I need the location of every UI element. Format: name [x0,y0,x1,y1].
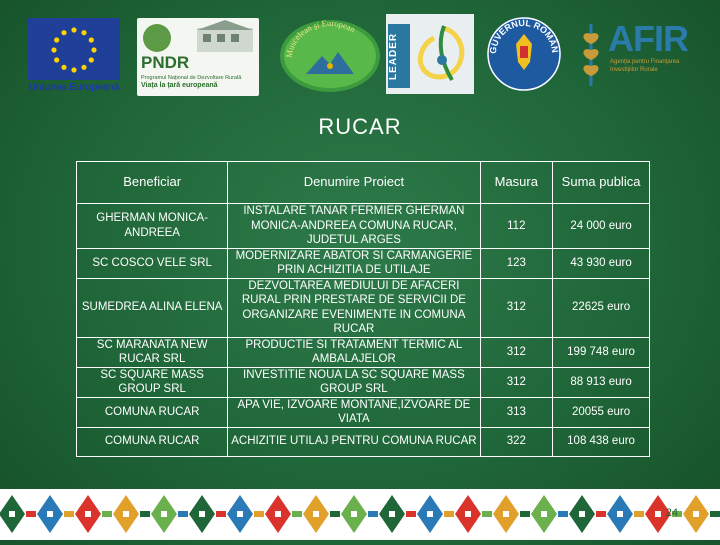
motif-center [541,511,547,517]
motif-center [465,511,471,517]
table-row [77,278,650,337]
logo-bar [0,0,720,100]
cell-suma: 24 000 euro [553,204,650,249]
header-suma-publica: Suma publica [553,162,650,204]
table-row [77,248,650,278]
motif-center [47,511,53,517]
motif-link [330,511,340,517]
folk-motif-border [0,489,720,540]
table-row [77,337,650,367]
cell-beneficiar: COMUNA RUCAR [77,397,228,427]
folk-motif-pattern [0,489,720,540]
cell-suma: 43 930 euro [553,248,650,278]
header-denumire-proiect: Denumire Proiect [228,162,480,204]
projects-table [76,161,650,457]
motif-center [579,511,585,517]
cell-beneficiar: SUMEDREA ALINA ELENA [77,278,228,337]
table-row [77,397,650,427]
cell-masura: 313 [480,397,553,427]
cell-beneficiar: SC COSCO VELE SRL [77,248,228,278]
motif-center [427,511,433,517]
cell-beneficiar: SC MARANATA NEW RUCAR SRL [77,337,228,367]
motif-link [558,511,568,517]
cell-suma: 20055 euro [553,397,650,427]
motif-link [634,511,644,517]
cell-masura: 112 [480,204,553,249]
cell-suma: 199 748 euro [553,337,650,367]
cell-proiect: DEZVOLTAREA MEDIULUI DE AFACERI RURAL PRIN PRESTARE DE SERVICII DE ORGANIZARE EVENIMENTE IN COMUNA RUCAR [228,278,480,337]
motif-center [85,511,91,517]
pndr-title: PNDR [141,53,190,72]
motif-link [292,511,302,517]
cell-suma: 22625 euro [553,278,650,337]
motif-center [275,511,281,517]
page-number: 24 [665,507,678,519]
pndr-logo [137,18,259,96]
guvern-logo [484,14,564,94]
table-row [77,427,650,456]
cell-masura: 312 [480,337,553,367]
motif-link [216,511,226,517]
pndr-subtitle [141,75,257,90]
eu-caption: Uniunea Europeană [28,82,120,93]
motif-link [520,511,530,517]
motif-link [406,511,416,517]
cell-proiect: INSTALARE TANAR FERMIER GHERMAN MONICA-ANDREEA COMUNA RUCAR, JUDETUL ARGES [228,204,480,249]
cell-beneficiar: COMUNA RUCAR [77,427,228,456]
motif-center [161,511,167,517]
motif-center [655,511,661,517]
table-row [77,204,650,249]
cell-proiect: APA VIE, IZVOARE MONTANE,IZVOARE DE VIATA [228,397,480,427]
motif-link [368,511,378,517]
cell-suma: 88 913 euro [553,367,650,397]
cell-proiect: INVESTITIE NOUA LA SC SQUARE MASS GROUP SRL [228,367,480,397]
motif-link [178,511,188,517]
motif-center [123,511,129,517]
motif-center [199,511,205,517]
cell-proiect: PRODUCTIE SI TRATAMENT TERMIC AL AMBALAJELOR [228,337,480,367]
motif-link [444,511,454,517]
guvern-text: GUVERNUL ROMÂN [487,17,561,55]
muscel-arc-text: Muscelean şi European [283,17,358,59]
table-header-row [77,162,650,204]
header-beneficiar: Beneficiar [77,162,228,204]
cell-proiect: ACHIZITIE UTILAJ PENTRU COMUNA RUCAR [228,427,480,456]
muscel-logo [276,14,384,94]
cell-masura: 322 [480,427,553,456]
table-row [77,367,650,397]
motif-link [26,511,36,517]
eu-flag-icon [28,18,120,80]
afir-name: AFIR [608,18,688,59]
motif-center [617,511,623,517]
eu-logo [28,18,120,98]
pndr-tagline: Viața la țară europeană [141,82,218,89]
pndr-program-name: Programul Naţional de Dezvoltare Rurală [141,75,242,81]
motif-link [482,511,492,517]
motif-center [693,511,699,517]
afir-subtitle: Agenţia pentru Finanţarea Investiţiilor Rurale [610,59,680,73]
cell-masura: 123 [480,248,553,278]
cell-proiect: MODERNIZARE ABATOR SI CARMANGERIE PRIN ACHIZITIA DE UTILAJE [228,248,480,278]
motif-link [710,511,720,517]
motif-link [140,511,150,517]
motif-center [503,511,509,517]
cell-beneficiar: GHERMAN MONICA-ANDREEA [77,204,228,249]
cell-masura: 312 [480,367,553,397]
motif-center [389,511,395,517]
afir-logo [574,14,704,96]
motif-link [596,511,606,517]
motif-center [351,511,357,517]
leader-logo [386,14,474,94]
header-masura: Masura [480,162,553,204]
motif-link [102,511,112,517]
motif-link [254,511,264,517]
motif-center [9,511,15,517]
cell-beneficiar: SC SQUARE MASS GROUP SRL [77,367,228,397]
leader-text: LEADER [388,24,410,88]
motif-link [64,511,74,517]
cell-suma: 108 438 euro [553,427,650,456]
motif-center [313,511,319,517]
motif-center [237,511,243,517]
page-title: RUCAR [318,114,402,139]
cell-masura: 312 [480,278,553,337]
